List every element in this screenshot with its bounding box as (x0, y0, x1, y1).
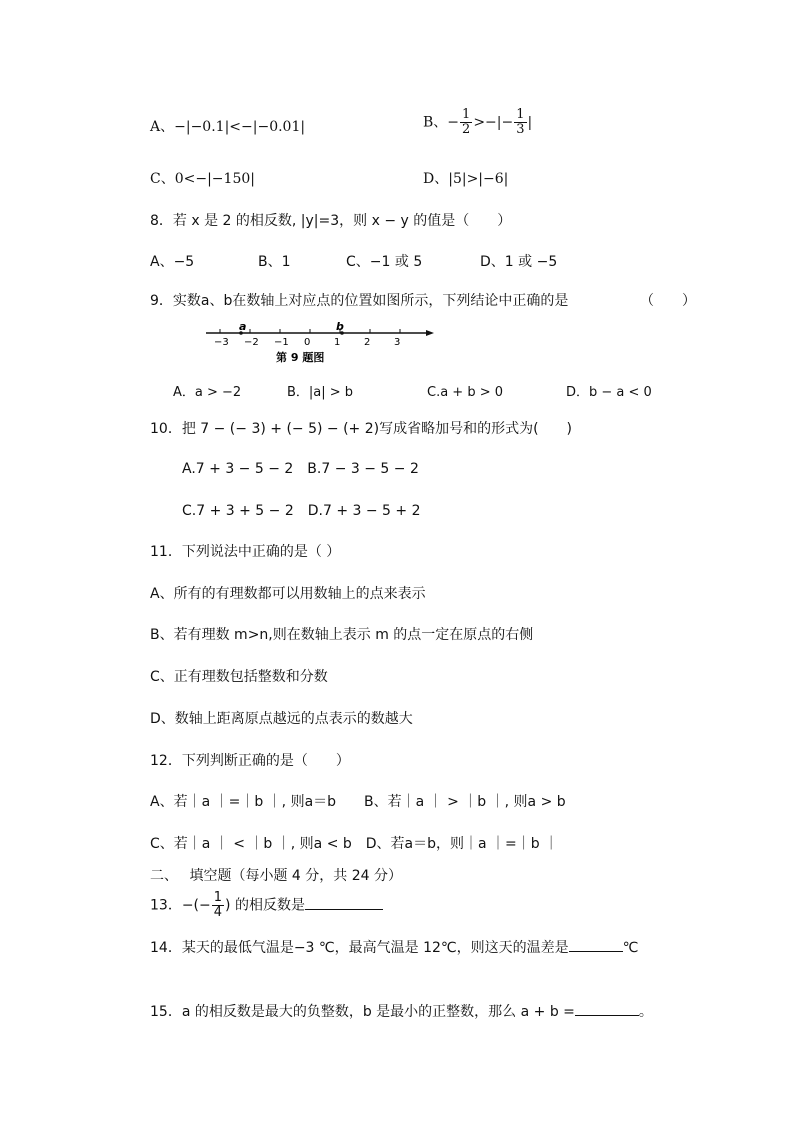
q8-option-a: A、−5 (150, 254, 195, 270)
option-label: A、 (150, 119, 175, 135)
tick-label: 3 (394, 337, 401, 348)
option-label: D、 (423, 171, 449, 187)
minus-sign: − (447, 114, 460, 131)
q10-options-row1: A.7 + 3 − 5 − 2 B.7 − 3 − 5 − 2 (182, 461, 419, 477)
tick-label: −3 (214, 337, 229, 348)
q14-line (150, 939, 638, 957)
denominator: 2 (462, 122, 471, 137)
q9-stem: 9．实数a、b在数轴上对应点的位置如图所示，下列结论中正确的是 (150, 293, 569, 309)
q10-stem: 10．把 7 − (− 3) + (− 5) − (+ 2)写成省略加号和的形式为( ) (150, 421, 573, 437)
q12-options-row2: C、若｜a ｜ < ｜b ｜, 则a < b D、若a＝b，则｜a ｜=｜b ｜ (150, 836, 559, 852)
tick-label: −2 (244, 337, 259, 348)
point-a-label: a (239, 320, 247, 333)
q7-option-d (423, 170, 508, 188)
q9-answer-paren: （ ） (640, 293, 696, 309)
option-text: >−|− (473, 114, 514, 131)
tick-label: 2 (364, 337, 371, 348)
q12-stem: 12．下列判断正确的是（ ） (150, 753, 350, 769)
q15-answer-blank[interactable] (575, 1015, 639, 1016)
tick-label: 0 (304, 337, 311, 348)
figure-caption: 第 9 题图 (276, 351, 325, 364)
q13-suffix: ) 的相反数是 (225, 897, 305, 914)
q15-line (150, 1003, 653, 1021)
tick-label: −1 (274, 337, 289, 348)
q8-option-b: B、1 (258, 254, 291, 270)
q8-stem: 8．若 x 是 2 的相反数, |y|=3，则 x − y 的值是（ ） (150, 213, 512, 229)
q14-answer-blank[interactable] (569, 951, 623, 952)
option-text: |5|>|−6| (448, 171, 509, 187)
q14-text: 14．某天的最低气温是−3 ℃，最高气温是 12℃，则这天的温差是 (150, 940, 569, 956)
q15-end: 。 (638, 1004, 653, 1020)
q13-line (150, 891, 383, 920)
q7-option-b (423, 108, 532, 137)
option-text: −|−0.1|<−|−0.01| (174, 119, 306, 135)
option-text: 0<−|−150| (174, 171, 255, 187)
q7-option-c (150, 170, 255, 188)
q13-answer-blank[interactable] (305, 909, 383, 910)
tick-label: 1 (334, 337, 341, 348)
q9-option-c: C.a + b > 0 (427, 385, 504, 400)
option-label: C、 (150, 171, 175, 187)
arrow-head-icon (426, 330, 434, 336)
q15-text: 15．a 的相反数是最大的负整数，b 是最小的正整数，那么 a + b = (150, 1004, 575, 1020)
q11-option-a: A、所有的有理数都可以用数轴上的点来表示 (150, 586, 426, 602)
fraction-one-half (460, 108, 472, 137)
option-label: B、 (423, 114, 448, 131)
numerator: 1 (462, 107, 471, 122)
q11-option-b: B、若有理数 m>n,则在数轴上表示 m 的点一定在原点的右侧 (150, 627, 534, 643)
abs-bar: | (527, 114, 533, 131)
q8-option-c: C、−1 或 5 (346, 254, 423, 270)
numerator: 1 (516, 107, 525, 122)
q13-prefix: 13．−(− (150, 897, 211, 914)
q12-options-row1: A、若｜a ｜=｜b ｜, 则a＝b B、若｜a ｜ > ｜b ｜, 则a > b (150, 794, 566, 810)
fraction-one-quarter (212, 891, 224, 920)
fraction-one-third (514, 108, 526, 137)
q11-stem: 11．下列说法中正确的是（ ） (150, 544, 341, 560)
denominator: 4 (213, 905, 223, 920)
q9-option-d: D．b − a < 0 (566, 385, 652, 400)
q7-option-a (150, 118, 305, 136)
q9-option-b: B．|a| > b (287, 385, 354, 400)
q14-unit: ℃ (622, 940, 639, 956)
denominator: 3 (516, 122, 525, 137)
section-heading: 二、 填空题（每小题 4 分，共 24 分） (150, 868, 402, 884)
q11-option-d: D、数轴上距离原点越远的点表示的数越大 (150, 711, 413, 727)
q10-options-row2: C.7 + 3 + 5 − 2 D.7 + 3 − 5 + 2 (182, 503, 421, 519)
q9-option-a: A．a > −2 (173, 385, 242, 400)
point-b-label: b (336, 320, 344, 333)
q8-option-d: D、1 或 −5 (480, 254, 558, 270)
number-line-figure (200, 320, 440, 368)
numerator: 1 (213, 890, 223, 905)
q11-option-c: C、正有理数包括整数和分数 (150, 669, 328, 685)
